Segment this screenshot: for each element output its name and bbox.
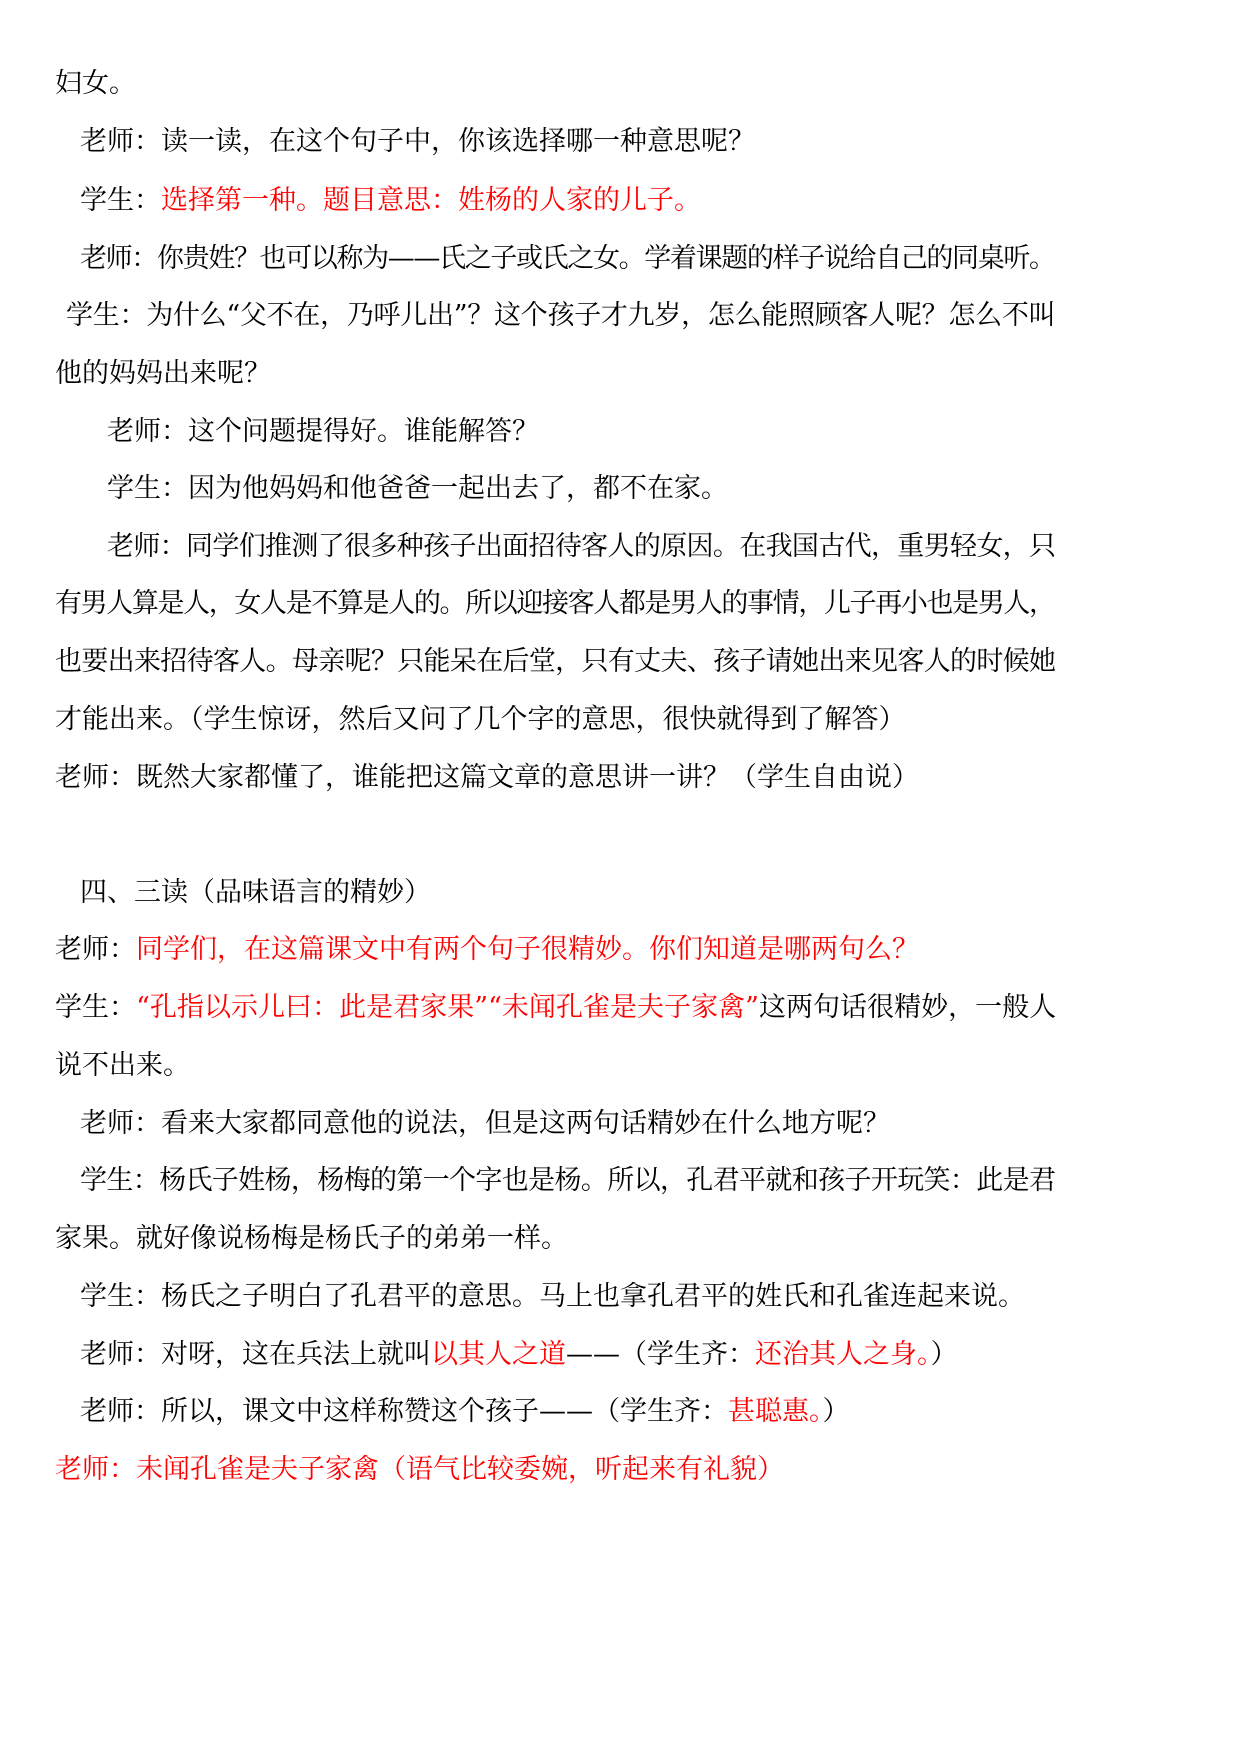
- line-03: [80, 183, 701, 219]
- line-09: [107, 529, 1055, 565]
- text-segment: 也要出来招待客人。母亲呢？只能呆在后堂，只有丈夫、孩子请她出来见客人的时候她: [55, 646, 1056, 677]
- text-segment: 妇女。: [55, 68, 136, 99]
- line-19: [80, 1163, 1055, 1199]
- line-08: [107, 471, 728, 507]
- line-06: [55, 356, 271, 392]
- text-segment: 老师：既然大家都懂了，谁能把这篇文章的意思讲一讲？（学生自由说）: [55, 762, 919, 793]
- line-21: [80, 1279, 1025, 1315]
- line-04: [80, 241, 1055, 277]
- highlighted-text: 甚聪惠。: [728, 1396, 823, 1427]
- text-segment: 老师：你贵姓？也可以称为——氏之子或氏之女。学着课题的样子说给自己的同桌听。: [80, 243, 1055, 274]
- highlighted-text: 以其人之道: [431, 1339, 566, 1370]
- text-segment: 他的妈妈出来呢？: [55, 358, 271, 389]
- line-23: [80, 1394, 850, 1430]
- text-segment: 家果。就好像说杨梅是杨氏子的弟弟一样。: [55, 1223, 568, 1254]
- text-segment: 老师：同学们推测了很多种孩子出面招待客人的原因。在我国古代，重男轻女，只: [107, 531, 1056, 562]
- text-segment: 学生：为什么“父不在，乃呼儿出”？这个孩子才九岁，怎么能照顾客人呢？怎么不叫: [66, 300, 1056, 331]
- text-segment: 才能出来。（学生惊讶，然后又问了几个字的意思，很快就得到了解答）: [55, 704, 906, 735]
- text-segment: 老师：这个问题提得好。谁能解答？: [107, 416, 539, 447]
- line-05: [66, 298, 1055, 334]
- text-segment: 老师：看来大家都同意他的说法，但是这两句话精妙在什么地方呢？: [80, 1108, 890, 1139]
- highlighted-text: “孔指以示儿曰：此是君家果”“未闻孔雀是夫子家禽”: [136, 992, 759, 1023]
- highlighted-text: 老师：未闻孔雀是夫子家禽（语气比较委婉，听起来有礼貌）: [55, 1454, 784, 1485]
- text-segment: 老师：所以，课文中这样称赞这个孩子——（学生齐：: [80, 1396, 728, 1427]
- text-segment: 老师：读一读，在这个句子中，你该选择哪一种意思呢？: [80, 126, 755, 157]
- text-segment: 这两句话很精妙，一般人: [758, 992, 1057, 1023]
- line-01: [55, 66, 136, 102]
- line-15: [55, 932, 919, 968]
- line-14: [80, 875, 431, 911]
- text-segment: 学生：: [55, 992, 137, 1023]
- text-segment: 有男人算是人，女人是不算是人的。所以迎接客人都是男人的事情，儿子再小也是男人，: [55, 588, 1055, 619]
- line-10: [55, 586, 1055, 622]
- line-18: [80, 1106, 890, 1142]
- line-24: [55, 1452, 784, 1488]
- line-16: [55, 990, 1056, 1026]
- text-segment: 老师：对呀，这在兵法上就叫: [80, 1339, 431, 1370]
- text-segment: ——（学生齐：: [566, 1339, 755, 1370]
- line-02: [80, 124, 755, 160]
- text-segment: 学生：杨氏子姓杨，杨梅的第一个字也是杨。所以，孔君平就和孩子开玩笑：此是君: [80, 1165, 1056, 1196]
- text-segment: ）: [930, 1339, 958, 1370]
- line-22: [80, 1337, 958, 1373]
- highlighted-text: 选择第一种。题目意思：姓杨的人家的儿子。: [161, 185, 701, 216]
- line-13: [55, 760, 919, 796]
- line-20: [55, 1221, 568, 1257]
- line-12: [55, 702, 906, 738]
- text-segment: 学生：因为他妈妈和他爸爸一起出去了，都不在家。: [107, 473, 728, 504]
- line-11: [55, 644, 1055, 680]
- line-17: [55, 1048, 190, 1084]
- text-segment: ）: [822, 1396, 850, 1427]
- text-segment: 学生：杨氏之子明白了孔君平的意思。马上也拿孔君平的姓氏和孔雀连起来说。: [80, 1281, 1025, 1312]
- text-segment: 说不出来。: [55, 1050, 190, 1081]
- line-07: [107, 414, 539, 450]
- highlighted-text: 同学们，在这篇课文中有两个句子很精妙。你们知道是哪两句么？: [136, 934, 919, 965]
- highlighted-text: 还治其人之身。: [755, 1339, 931, 1370]
- text-segment: 老师：: [55, 934, 136, 965]
- text-segment: 学生：: [80, 185, 161, 216]
- text-segment: 四、三读（品味语言的精妙）: [80, 877, 431, 908]
